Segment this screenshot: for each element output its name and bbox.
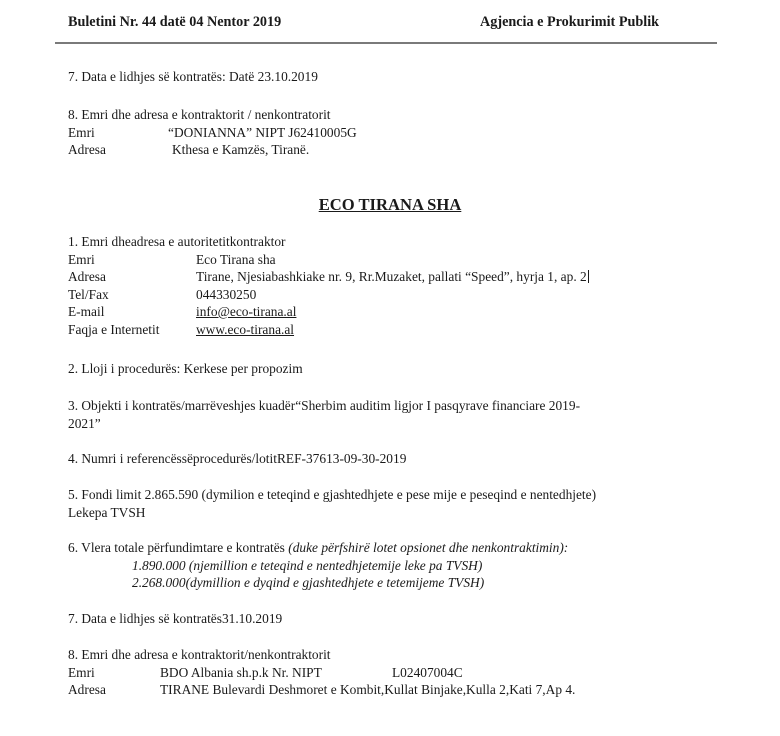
telfax-value: 044330250 [196, 286, 257, 302]
email-link[interactable]: info@eco-tirana.al [196, 304, 297, 319]
prev-name-label: Emri [68, 124, 95, 140]
notice-title: ECO TIRANA SHA [318, 195, 462, 214]
contractor-address-value: TIRANE Bulevardi Deshmoret e Kombit,Kullat Binjake,Kulla 2,Kati 7,Ap 4. [160, 682, 576, 697]
contractor-name-row [68, 664, 708, 682]
header-divider [55, 42, 717, 44]
web-label: Faqja e Internetit [68, 321, 160, 337]
fund-limit-line-1: 5. Fondi limit 2.865.590 (dymilion e teteqind e gjashtedhjete e pese mije e peseqind e nentedhjete) [68, 487, 597, 502]
telfax-label: Tel/Fax [68, 286, 109, 302]
authority-address-value: Tirane, Njesiabashkiake nr. 9, Rr.Muzaket, pallati “Speed”, hyrja 1, ap. 2 [196, 269, 587, 284]
authority-email-row [68, 303, 708, 321]
prev-contractor-name-row [68, 124, 568, 142]
contractor-name-label: Emri [68, 664, 95, 680]
website-link[interactable]: www.eco-tirana.al [196, 321, 295, 337]
prev-contractor-address-row [68, 141, 568, 159]
total-value-note: (duke përfshirë lotet opsionet dhe nenkontraktimin): [288, 540, 569, 555]
authority-web-row [68, 321, 708, 339]
authority-address-field[interactable] [196, 268, 589, 286]
procedure-type: 2. Lloji i procedurës: Kerkese per propozim [68, 361, 303, 376]
authority-name-row [68, 251, 708, 269]
authority-address-label: Adresa [68, 269, 106, 284]
contractor-section [68, 646, 708, 699]
prev-name-value: “DONIANNA” NIPT J62410005G [168, 124, 357, 140]
agency-name: Agjencia e Prokurimit Publik [480, 14, 660, 30]
fund-limit-line-2: Lekepa TVSH [68, 504, 146, 520]
contract-object-line-2: 2021” [68, 415, 101, 431]
contractor-address-label: Adresa [68, 682, 106, 697]
authority-name-value: Eco Tirana sha [196, 251, 276, 267]
total-value-heading [68, 539, 568, 557]
authority-address-row [68, 268, 708, 286]
contract-object [68, 397, 580, 432]
authority-heading: 1. Emri dheadresa e autoritetitkontraktor [68, 234, 286, 249]
total-value-label: 6. Vlera totale përfundimtare e kontratës [68, 540, 289, 555]
authority-telfax-row [68, 286, 708, 304]
bulletin-number: Buletini Nr. 44 datë 04 Nentor 2019 [68, 14, 282, 30]
procedure-reference: 4. Numri i referencëssëprocedurës/lotitREF-37613-09-30-2019 [68, 451, 407, 466]
prev-contract-date: 7. Data e lidhjes së kontratës: Datë 23.10.2019 [68, 69, 318, 84]
contractor-address-row [68, 681, 708, 699]
value-without-vat: 1.890.000 (njemillion e teteqind e nentedhjetemije leke pa TVSH) [132, 557, 483, 573]
contractor-heading: 8. Emri dhe adresa e kontraktorit/nenkontraktorit [68, 647, 331, 662]
fund-limit [68, 486, 596, 521]
contractor-nipt-value: L02407004C [392, 664, 463, 680]
prev-address-label: Adresa [68, 142, 106, 157]
contract-date: 7. Data e lidhjes së kontratës31.10.2019 [68, 611, 283, 626]
prev-contractor-heading: 8. Emri dhe adresa e kontraktorit / nenkontratorit [68, 107, 331, 122]
prev-contractor-section [68, 106, 568, 159]
contract-object-line-1: 3. Objekti i kontratës/marrëveshjes kuadër“Sherbim auditim ligjor I pasqyrave financiare 2019- [68, 398, 581, 413]
total-value-section [68, 539, 568, 592]
authority-section [68, 233, 708, 338]
value-with-vat: 2.268.000(dymillion e dyqind e gjashtedhjete e tetemijeme TVSH) [132, 575, 485, 590]
contractor-name-value: BDO Albania sh.p.k Nr. NIPT [160, 664, 322, 680]
authority-name-label: Emri [68, 251, 95, 267]
text-cursor [588, 270, 589, 283]
email-label: E-mail [68, 304, 105, 319]
prev-address-value: Kthesa e Kamzës, Tiranë. [172, 142, 310, 157]
